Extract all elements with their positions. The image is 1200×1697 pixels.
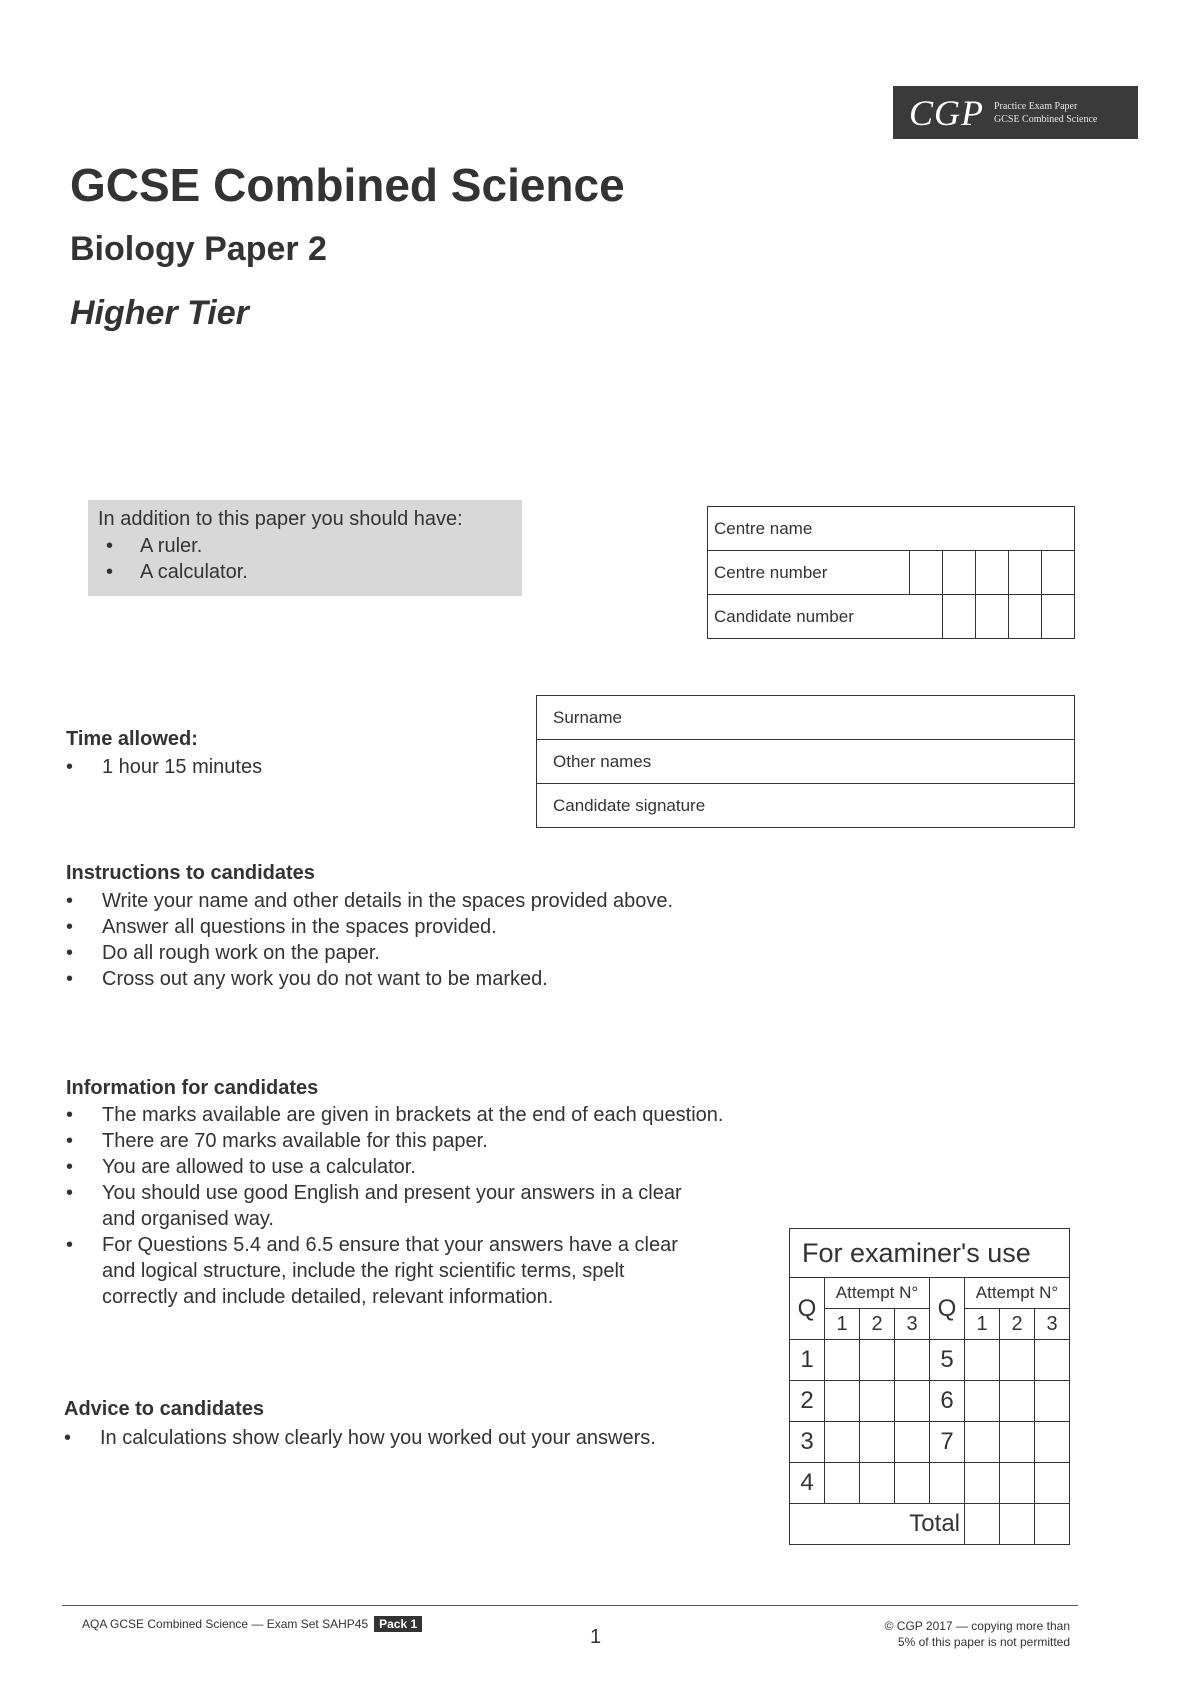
paper-tier: Higher Tier: [70, 294, 249, 332]
mark-cell[interactable]: [1035, 1422, 1070, 1463]
attempt-number: 3: [895, 1309, 930, 1340]
information-heading: Information for candidates: [66, 1077, 319, 1099]
table-row: [790, 1381, 1070, 1422]
list-item: • Answer all questions in the spaces provided.: [66, 916, 497, 938]
mark-cell[interactable]: [965, 1422, 1000, 1463]
pack-badge: Pack 1: [374, 1616, 422, 1632]
candidate-number-digit[interactable]: [976, 595, 1009, 639]
attempt-header: Attempt N°: [965, 1278, 1070, 1309]
table-row: [790, 1463, 1070, 1504]
requirements-heading: In addition to this paper you should have:: [98, 508, 463, 530]
list-item: • A ruler.: [106, 535, 203, 557]
mark-cell[interactable]: [1035, 1381, 1070, 1422]
candidate-signature-field[interactable]: Candidate signature: [537, 784, 1075, 828]
examiner-use-table: [789, 1228, 1070, 1545]
surname-field[interactable]: Surname: [537, 696, 1075, 740]
list-item: • For Questions 5.4 and 6.5 ensure that your answers have a clear and logical structure, include the right scientific terms, spelt correctly and include detailed, relevant information.: [66, 1234, 678, 1308]
mark-cell[interactable]: [825, 1340, 860, 1381]
question-number: 4: [790, 1463, 825, 1504]
instructions-list: [66, 888, 766, 992]
footer-copyright: [840, 1618, 1070, 1650]
list-item: • Write your name and other details in the spaces provided above.: [66, 890, 674, 912]
table-row: [790, 1422, 1070, 1463]
mark-cell[interactable]: [860, 1422, 895, 1463]
advice-heading: Advice to candidates: [64, 1398, 265, 1420]
list-item: • A calculator.: [106, 561, 248, 583]
centre-number-label: Centre number: [708, 551, 910, 595]
attempt-number: 3: [1035, 1309, 1070, 1340]
attempt-number: 1: [825, 1309, 860, 1340]
information-list: [66, 1102, 806, 1310]
mark-cell[interactable]: [895, 1463, 930, 1504]
list-item: • Cross out any work you do not want to be marked.: [66, 968, 548, 990]
mark-cell[interactable]: [825, 1422, 860, 1463]
list-item: • In calculations show clearly how you worked out your answers.: [64, 1427, 656, 1449]
question-number: 7: [930, 1422, 965, 1463]
centre-number-digit[interactable]: [943, 551, 976, 595]
question-number: 1: [790, 1340, 825, 1381]
centre-number-digit[interactable]: [976, 551, 1009, 595]
cgp-logo: [893, 86, 1138, 139]
mark-cell[interactable]: [895, 1381, 930, 1422]
advice-list: [64, 1425, 764, 1451]
requirements-list: [98, 533, 512, 585]
logo-line-2: GCSE Combined Science: [994, 113, 1098, 125]
page-number: 1: [590, 1626, 602, 1648]
question-number: 5: [930, 1340, 965, 1381]
mark-cell[interactable]: [965, 1340, 1000, 1381]
mark-cell[interactable]: [1035, 1340, 1070, 1381]
list-item: • There are 70 marks available for this paper.: [66, 1130, 488, 1152]
mark-cell[interactable]: [895, 1422, 930, 1463]
requirements-box: [88, 500, 522, 596]
candidate-name-table: [536, 695, 1075, 828]
q-column-header: Q: [930, 1278, 965, 1340]
candidate-number-label: Candidate number: [708, 595, 943, 639]
instructions-heading: Instructions to candidates: [66, 862, 315, 884]
paper-title: GCSE Combined Science: [70, 159, 625, 211]
centre-number-digit[interactable]: [1009, 551, 1042, 595]
centre-number-digit[interactable]: [910, 551, 943, 595]
mark-cell[interactable]: [860, 1463, 895, 1504]
copyright-line-2: 5% of this paper is not permitted: [897, 1635, 1070, 1649]
attempt-number: 2: [860, 1309, 895, 1340]
table-row: [790, 1340, 1070, 1381]
mark-cell[interactable]: [1000, 1422, 1035, 1463]
empty-cell: [1000, 1463, 1035, 1504]
copyright-line-1: © CGP 2017 — copying more than: [884, 1619, 1070, 1633]
list-item: • You should use good English and present your answers in a clear and organised way.: [66, 1182, 682, 1230]
question-number: 2: [790, 1381, 825, 1422]
mark-cell[interactable]: [825, 1463, 860, 1504]
mark-cell[interactable]: [965, 1381, 1000, 1422]
candidate-number-digit[interactable]: [943, 595, 976, 639]
mark-cell[interactable]: [1000, 1381, 1035, 1422]
mark-cell[interactable]: [860, 1340, 895, 1381]
footer-left: [82, 1616, 422, 1632]
footer-exam-set: AQA GCSE Combined Science — Exam Set SAHP45: [82, 1617, 369, 1631]
total-cell[interactable]: [1035, 1504, 1070, 1545]
total-cell[interactable]: [965, 1504, 1000, 1545]
footer-divider: [62, 1605, 1078, 1606]
list-item: • You are allowed to use a calculator.: [66, 1156, 416, 1178]
empty-cell: [965, 1463, 1000, 1504]
candidate-number-digit[interactable]: [1009, 595, 1042, 639]
examiner-heading: For examiner's use: [790, 1229, 1070, 1278]
candidate-number-digit[interactable]: [1042, 595, 1075, 639]
logo-line-1: Practice Exam Paper: [994, 100, 1078, 112]
attempt-header: Attempt N°: [825, 1278, 930, 1309]
mark-cell[interactable]: [895, 1340, 930, 1381]
centre-name-field[interactable]: Centre name: [708, 507, 1075, 551]
time-allowed-heading: Time allowed:: [66, 728, 198, 750]
empty-cell: [930, 1463, 965, 1504]
centre-number-digit[interactable]: [1042, 551, 1075, 595]
question-number: 6: [930, 1381, 965, 1422]
list-item: • The marks available are given in brackets at the end of each question.: [66, 1104, 724, 1126]
centre-details-table: [707, 506, 1075, 639]
total-cell[interactable]: [1000, 1504, 1035, 1545]
logo-mark: CGP: [909, 92, 984, 133]
question-number: 3: [790, 1422, 825, 1463]
mark-cell[interactable]: [825, 1381, 860, 1422]
empty-cell: [1035, 1463, 1070, 1504]
attempt-number: 2: [1000, 1309, 1035, 1340]
attempt-number: 1: [965, 1309, 1000, 1340]
time-allowed-value: • 1 hour 15 minutes: [66, 756, 263, 778]
paper-subtitle: Biology Paper 2: [70, 230, 327, 268]
logo-subtitle: [994, 100, 1097, 126]
total-label: Total: [790, 1504, 965, 1545]
other-names-field[interactable]: Other names: [537, 740, 1075, 784]
q-column-header: Q: [790, 1278, 825, 1340]
mark-cell[interactable]: [1000, 1340, 1035, 1381]
list-item: • Do all rough work on the paper.: [66, 942, 380, 964]
mark-cell[interactable]: [860, 1381, 895, 1422]
